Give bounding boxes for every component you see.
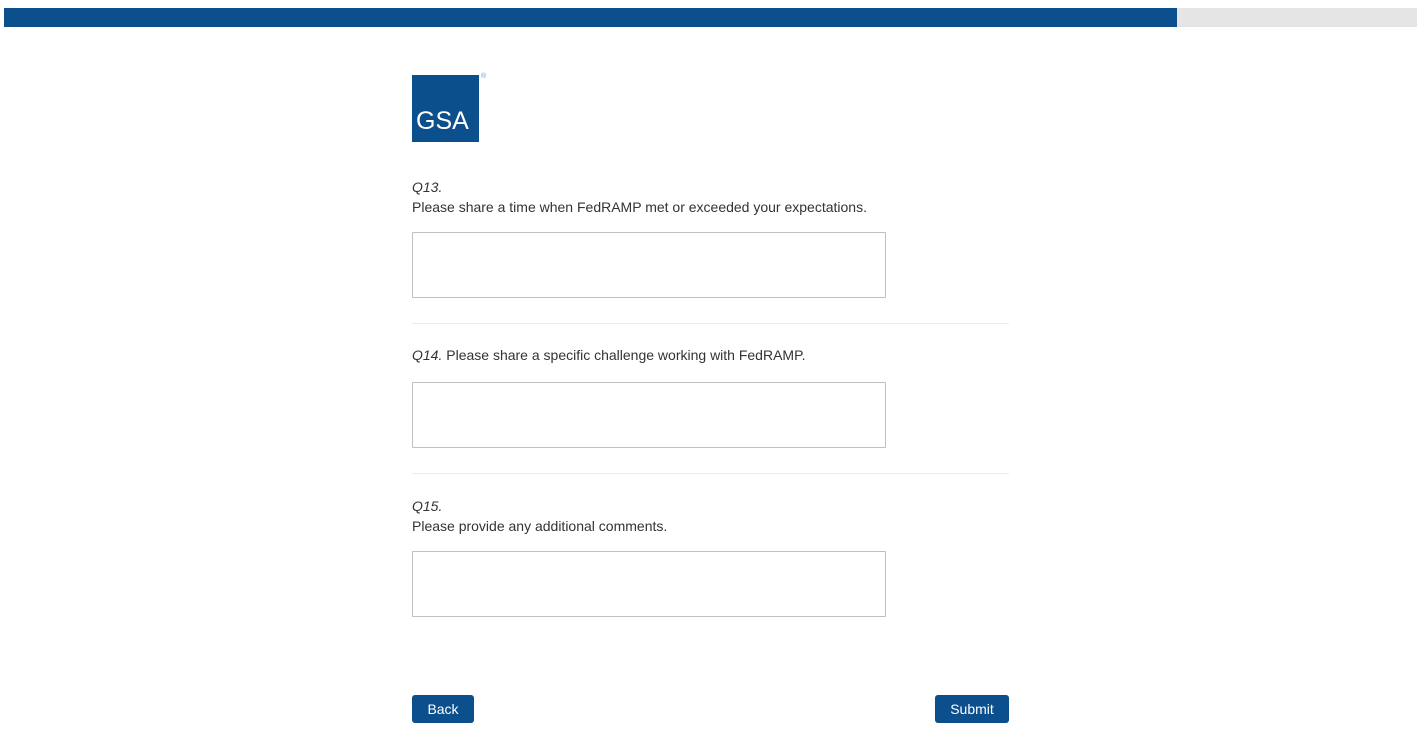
answer-q14-textarea[interactable]: [412, 382, 886, 448]
question-number: Q13.: [412, 179, 443, 195]
gsa-logo: [412, 73, 487, 142]
answer-q13-textarea[interactable]: [412, 232, 886, 298]
back-button[interactable]: Back: [412, 695, 474, 723]
gsa-logo-mark: [412, 75, 479, 142]
question-prompt: Please share a specific challenge working with FedRAMP.: [446, 347, 806, 363]
question-prompt: Please share a time when FedRAMP met or exceeded your expectations.: [412, 199, 867, 215]
answer-q15-textarea[interactable]: [412, 551, 886, 617]
progress-bar-fill: [4, 8, 1177, 27]
question-q15: [412, 496, 1009, 536]
question-q13: [412, 177, 1009, 217]
section-divider: [412, 323, 1009, 324]
svg-text:GSA: GSA: [416, 107, 469, 135]
question-number: Q15.: [412, 498, 443, 514]
section-divider: [412, 473, 1009, 474]
progress-bar: [4, 8, 1417, 27]
submit-button[interactable]: Submit: [935, 695, 1009, 723]
survey-page: [412, 73, 1009, 717]
question-number: Q14.: [412, 347, 443, 363]
registered-mark: ®: [481, 73, 487, 80]
question-q14: [412, 345, 1009, 365]
question-prompt: Please provide any additional comments.: [412, 518, 668, 534]
